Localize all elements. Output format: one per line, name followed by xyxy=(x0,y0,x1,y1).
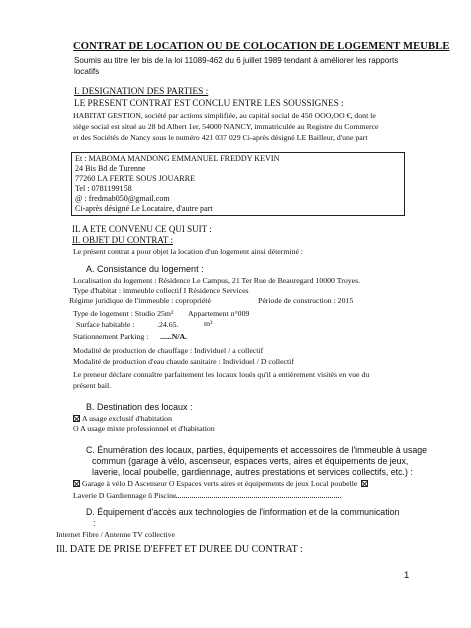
section1-heading: I. DESIGNATION DES PARTIES : xyxy=(74,87,209,97)
landlord-line-1: HABITAT GESTION, société par actions simplifiée, au capital social de 450 OOO,OO €, dont le xyxy=(73,111,376,120)
d-value: Internet Fibre / Antenne TV collective xyxy=(56,530,176,539)
tenant-line-4: Tel : 0781199158 xyxy=(75,184,132,193)
tenant-line-6: Ci-après désigné Le Locataire, d'autre part xyxy=(75,204,213,213)
page-number: 1 xyxy=(404,570,410,581)
c-line-2-label: Laverie D Gardiennage û Piscine xyxy=(73,491,177,500)
b-option-2: O A usage mixte professionnel et d'habitation xyxy=(73,424,215,433)
section2-b-heading: B. Destination des locaux : xyxy=(86,402,193,412)
checked-box-icon[interactable] xyxy=(361,480,368,487)
location-line: Localisation du logement : Résidence Le Campus, 21 Ter Rue de Beauregard 10000 Troyes. xyxy=(73,276,361,285)
tenant-line-5: @ : fredmab050@gmail.com xyxy=(75,194,170,203)
b-option-1-label: A usage exclusif d'habitation xyxy=(82,414,172,423)
d-heading-line-2: : xyxy=(93,518,96,528)
b-option-1 xyxy=(73,415,172,423)
agreed-heading: IL A ETE CONVENU CE QUI SUIT : xyxy=(72,224,212,234)
eau-chaude-line: Modalité de production d'eau chaude sanitaire : Individuel / D collectif xyxy=(73,357,294,366)
declaration-line-1: Le preneur déclare connaître parfaitement les locaux loués qu'il a entièrement visités en vue du xyxy=(73,370,370,379)
parking-value: ......N/A. xyxy=(160,332,188,341)
c-line-1 xyxy=(73,480,370,488)
chauffage-line: Modalité de production de chauffage : Individuel / a collectif xyxy=(73,346,264,355)
tenant-line-2: 24 Bis Bd de Turenne xyxy=(75,164,146,173)
landlord-line-3: et des Sociétés de Nancy sous le numéro 421 037 029 Ci-après désigné LE Bailleur, d'une part xyxy=(73,133,368,142)
section1-subheading: LE PRESENT CONTRAT EST CONCLU ENTRE LES SOUSSIGNES : xyxy=(74,98,344,108)
checked-box-icon[interactable] xyxy=(73,415,80,422)
landlord-line-2: siège social est situé au 28 bd Albert 1er, 54000 NANCY, immatriculée au Registre du Commerce xyxy=(73,122,379,131)
parking-label: Stationnement Parking : xyxy=(73,332,149,341)
surface-value: .24.65. xyxy=(157,320,179,329)
c-heading-line-2: commun (garage à vélo, ascenseur, espaces verts, aires et équipements de jeux, xyxy=(92,456,409,466)
section2-intro: Le présent contrat a pour objet la location d'un logement ainsi déterminé : xyxy=(73,247,304,256)
checked-box-icon[interactable] xyxy=(73,480,80,487)
document-title: CONTRAT DE LOCATION OU DE COLOCATION DE LOGEMENT MEUBLE xyxy=(73,41,450,52)
section2-heading: II. OBJET DU CONTRAT : xyxy=(72,235,173,245)
appartement-line: Appartement n°009 xyxy=(188,309,250,318)
c-heading-line-3: laverie, local poubelle, gardiennage, autres prestations et services collectifs, etc.) : xyxy=(92,467,413,477)
section2-a-heading: A. Consistance du logement : xyxy=(86,264,204,274)
dotted-fill-line xyxy=(176,491,341,498)
tenant-line-3: 77260 LA FERTE SOUS JOUARRE xyxy=(75,174,196,183)
c-line-1-label: Garage à vélo D Ascenseur O Espaces verts aires et équipements de jeux Local poubelle xyxy=(82,479,358,488)
tenant-box xyxy=(71,152,405,216)
tenant-line-1: Et : MABOMA MANDONG EMMANUEL FREDDY KEVIN xyxy=(75,154,280,163)
logement-type-line: Type de logement : Studio 25m² xyxy=(73,309,174,318)
c-line-2 xyxy=(73,491,341,500)
habitat-type-line: Type d'habitat : immeuble collectif I Résidence Services xyxy=(73,286,249,295)
surface-unit: m² xyxy=(204,319,213,328)
surface-label: Surface habitable : xyxy=(76,320,135,329)
declaration-line-2: présent bail. xyxy=(73,381,112,390)
d-heading-line-1: D. Équipement d'accès aux technologies de l'information et de la communication xyxy=(86,507,400,517)
regime-line: Régime juridique de l'immeuble : copropriété xyxy=(69,296,211,305)
section3-heading: Ill. DATE DE PRISE D'EFFET ET DUREE DU CONTRAT : xyxy=(56,544,303,555)
construction-line: Période de construction : 2015 xyxy=(258,296,354,305)
document-subtitle: Soumis au titre Ier bis de la loi 11089-462 du 6 juillet 1989 tendant à améliorer les rapports locatifs xyxy=(74,56,399,76)
c-heading-line-1: C. Énumération des locaux, parties, équipements et accessoires de l'immeuble à usage xyxy=(86,445,428,455)
